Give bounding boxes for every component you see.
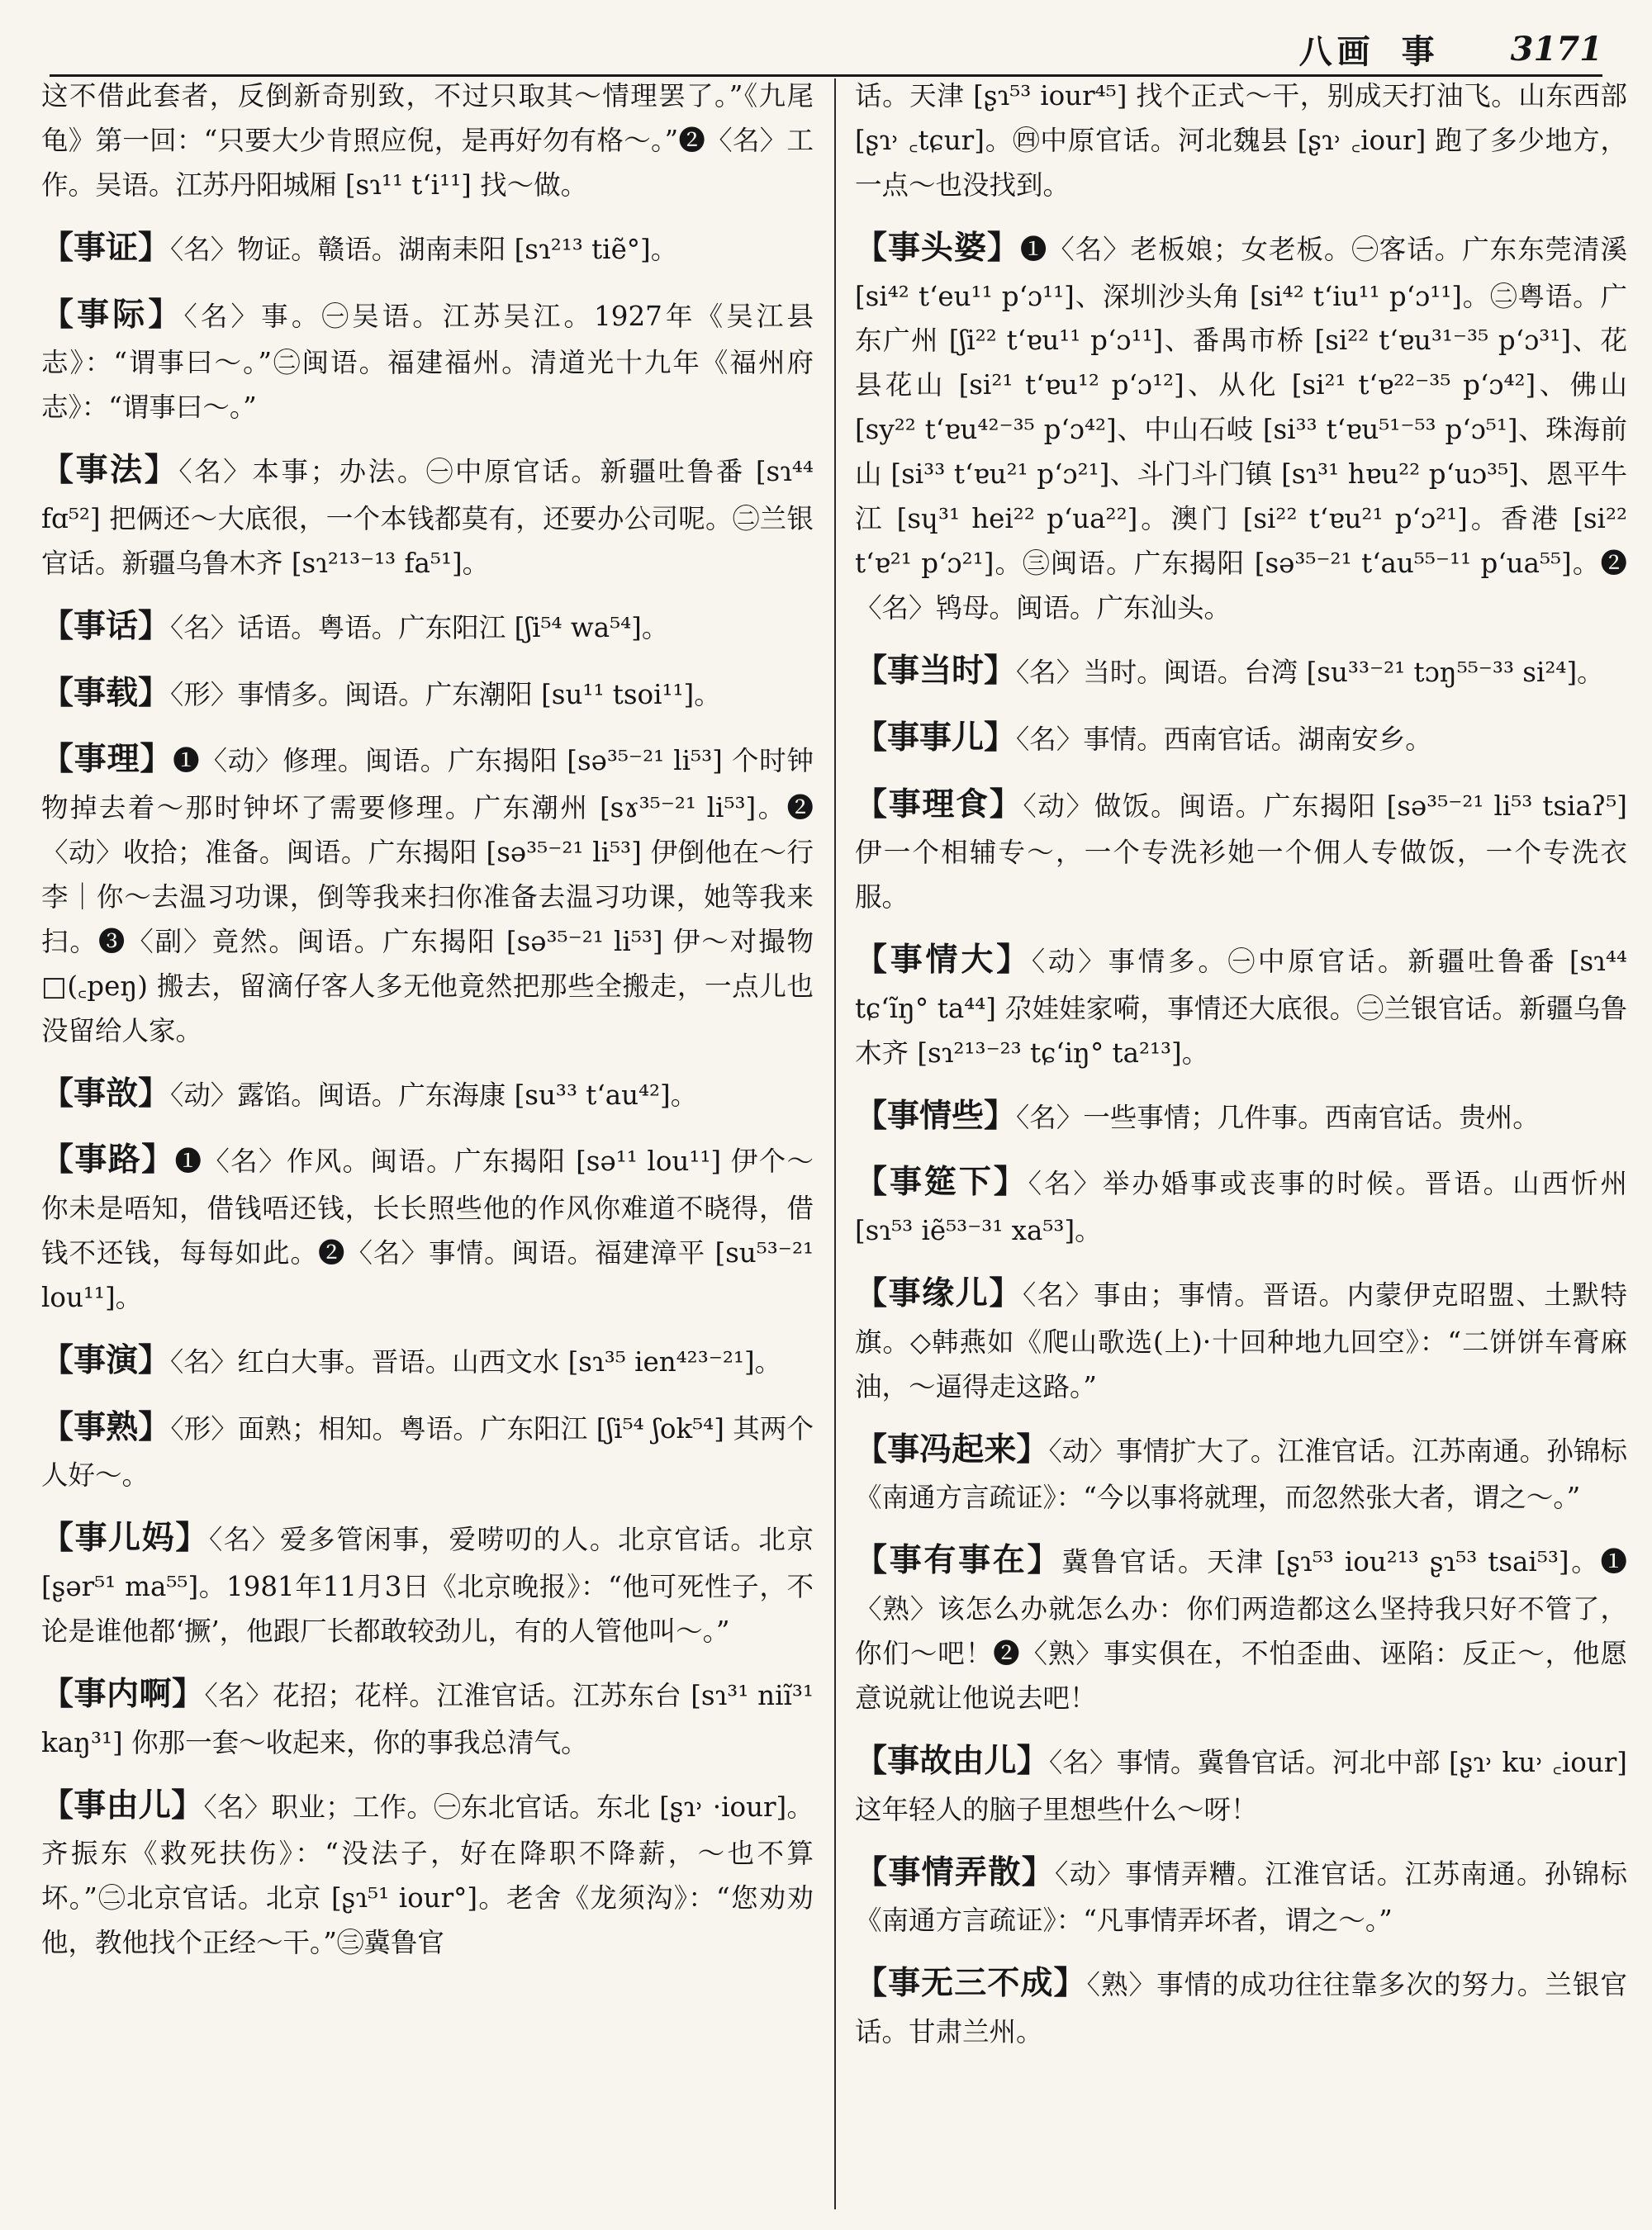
entry-definition: 〈名〉事情。冀鲁官话。河北中部 [ʂɿ˒ ku˒ ꜀iour] 这年轻人的脑子里想些什么～呀！	[855, 1746, 1627, 1825]
dictionary-entry	[855, 1846, 1627, 1944]
entry-headword: 【 事当时 】	[855, 652, 1016, 690]
entry-definition: 〈动〉事情扩大了。江淮官话。江苏南通。孙锦标《南通方言疏证》：“今以事将就理，而忽然张大者，谓之～。”	[855, 1435, 1627, 1514]
entry-headword: 【 事冯起来 】	[855, 1431, 1049, 1468]
dictionary-entry	[855, 1155, 1627, 1254]
entry-headword: 【 事有事在 】	[855, 1541, 1061, 1579]
entry-headword: 【 事事儿 】	[855, 719, 1016, 757]
entry-headword: 【 事儿妈 】	[41, 1519, 209, 1557]
dictionary-entry	[855, 644, 1627, 698]
entry-definition: 〈动〉做饭。闽语。广东揭阳 [sə³⁵⁻²¹ li⁵³ tsiaʔ⁵] 伊一个相辅专～，一个专洗衫她一个佣人专做饭，一个专洗衣服。	[855, 790, 1627, 913]
dictionary-entry	[41, 1668, 814, 1766]
entry-definition: 〈名〉一些事情；几件事。西南官话。贵州。	[1016, 1101, 1540, 1133]
page-number: 3171	[1510, 29, 1602, 69]
entry-definition: 〈名〉红白大事。晋语。山西文水 [sɿ³⁵ ien⁴²³⁻²¹]。	[170, 1345, 782, 1378]
entry-headword: 【 事理 】	[41, 740, 173, 778]
dictionary-entry	[855, 1267, 1627, 1410]
dictionary-entry	[855, 711, 1627, 765]
section-label: 八画	[1298, 31, 1375, 71]
continued-text: 话。天津 [ʂɿ⁵³ iour⁴⁵] 找个正式～干，别成天打油飞。山东西部 [ʂɿ˒ ꜀tɕur]。㊃中原官话。河北魏县 [ʂɿ˒ ꜀iour] 跑了多少地方，一点～也没找到。	[855, 80, 1627, 201]
dictionary-entry	[855, 221, 1627, 631]
dictionary-entry	[41, 288, 814, 431]
dictionary-entry	[41, 221, 814, 275]
entry-definition: 〈名〉话语。粤语。广东阳江 [ʃi⁵⁴ wa⁵⁴]。	[170, 611, 669, 643]
dictionary-entry	[41, 733, 814, 1053]
entry-definition: 〈动〉事情弄糟。江淮官话。江苏南通。孙锦标《南通方言疏证》：“凡事情弄坏者，谓之～。”	[855, 1858, 1627, 1937]
entry-definition: 〈动〉事情多。㊀中原官话。新疆吐鲁番 [sɿ⁴⁴ tɕ‘ĩŋ° ta⁴⁴] 尕娃娃家嗬，事情还大底很。㊁兰银官话。新疆乌鲁木齐 [sɿ²¹³⁻²³ tɕ‘iŋ° ta²¹³]。	[855, 946, 1627, 1069]
dictionary-entry	[41, 1401, 814, 1499]
entry-definition: 〈动〉露馅。闽语。广东海康 [su³³ t‘au⁴²]。	[170, 1079, 698, 1111]
entry-headword: 【 事内啊 】	[41, 1675, 205, 1713]
entry-definition: 〈名〉爱多管闲事，爱唠叨的人。北京官话。北京 [ʂər⁵¹ ma⁵⁵]。1981年11月3日《北京晚报》：“他可死性子，不论是谁他都‘撅’，他跟厂长都敢较劲儿，有的人管他叫～。”	[41, 1524, 814, 1647]
entry-definition: ❶〈动〉修理。闽语。广东揭阳 [sə³⁵⁻²¹ li⁵³] 个时钟物掉去着～那时钟坏了需要修理。广东潮州 [sɤ³⁵⁻²¹ li⁵³]。❷〈动〉收拾；准备。闽语。广东揭阳 [sə³⁵⁻²¹ li⁵³] 伊倒他在～行李｜你～去温习功课，倒等我来扫你准备去温习功课，她等我来扫。❸〈副〉竟然。闽语。广东揭阳 [sə³⁵⁻²¹ li⁵³] 伊～对撮物□(꜀peŋ) 搬去，留滴仔客人多无他竟然把那些全搬走，一点儿也没留给人家。	[41, 745, 814, 1046]
dictionary-entry	[41, 1779, 814, 1967]
dictionary-entry	[855, 1423, 1627, 1521]
dictionary-entry	[41, 667, 814, 720]
entry-headword: 【 事演 】	[41, 1341, 170, 1379]
head-character: 事	[1401, 31, 1435, 71]
right-column	[855, 74, 1627, 2068]
entry-definition: 〈名〉花招；花样。江淮官话。江苏东台 [sɿ³¹ niĩ³¹ kaŋ³¹] 你那一套～收起来，你的事我总清气。	[41, 1679, 814, 1758]
entry-definition: ❶〈名〉老板娘；女老板。㊀客话。广东东莞清溪 [si⁴² t‘eu¹¹ p‘ɔ¹¹]、深圳沙头角 [si⁴² t‘iu¹¹ p‘ɔ¹¹]。㊁粤语。广东广州 [ʃi²² t‘ɐu¹¹ p‘ɔ¹¹]、番禺市桥 [si²² t‘ɐu³¹⁻³⁵ p‘ɔ³¹]、花县花山 [si²¹ t‘ɐu¹² p‘ɔ¹²]、从化 [si²¹ t‘ɐ²²⁻³⁵ p‘ɔ⁴²]、佛山 [sy²² t‘ɐu⁴²⁻³⁵ p‘ɔ⁴²]、中山石岐 [si³³ t‘ɐu⁵¹⁻⁵³ p‘ɔ⁵¹]、珠海前山 [si³³ t‘ɐu²¹ p‘ɔ²¹]、斗门斗门镇 [sɿ³¹ hɐu²² p‘uɔ³⁵]、恩平牛江 [sɥ³¹ hei²² p‘ua²²]。澳门 [si²² t‘ɐu²¹ p‘ɔ²¹]。香港 [si²² t‘ɐ²¹ p‘ɔ²¹]。㊂闽语。广东揭阳 [sə³⁵⁻²¹ t‘au⁵⁵⁻¹¹ p‘ua⁵⁵]。❷〈名〉鸨母。闽语。广东汕头。	[855, 233, 1627, 624]
dictionary-entry	[41, 1067, 814, 1121]
entry-headword: 【 事头婆 】	[855, 229, 1020, 267]
left-column	[41, 74, 814, 1979]
dictionary-entry	[855, 778, 1627, 921]
entry-headword: 【 事熟 】	[41, 1408, 170, 1446]
entry-headword: 【 事路 】	[41, 1141, 174, 1179]
entry-definition: 〈名〉事。㊀吴语。江苏吴江。1927年《吴江县志》：“谓事曰～。”㊁闽语。福建福州。清道光十九年《福州府志》：“谓事曰～。”	[41, 300, 814, 424]
entry-definition: ❶〈名〉作风。闽语。广东揭阳 [sə¹¹ lou¹¹] 伊个～你未是唔知，借钱唔还钱，长长照些他的作风你难道不晓得，借钱不还钱，每每如此。❷〈名〉事情。闽语。福建漳平 [su⁵³⁻²¹ lou¹¹]。	[41, 1146, 814, 1313]
entry-definition: 〈名〉物证。赣语。湖南耒阳 [sɿ²¹³ tiẽ°]。	[170, 233, 678, 265]
entry-headword: 【 事话 】	[41, 607, 170, 645]
dictionary-entry	[41, 1511, 814, 1654]
entry-headword: 【 事情大 】	[855, 941, 1032, 979]
entry-definition: 〈形〉面熟；相知。粤语。广东阳江 [ʃi⁵⁴ ʃok⁵⁴] 其两个人好～。	[41, 1412, 814, 1492]
dictionary-entry	[855, 1089, 1627, 1143]
entry-headword: 【 事由儿 】	[41, 1786, 203, 1824]
entry-headword: 【 事故由儿 】	[855, 1742, 1049, 1780]
entry-headword: 【 事筵下 】	[855, 1163, 1028, 1201]
entry-headword: 【 事情弄散 】	[855, 1853, 1055, 1891]
entry-headword: 【 事理食 】	[855, 785, 1023, 823]
entry-definition: 〈名〉职业；工作。㊀东北官话。东北 [ʂɿ˒ ·iour]。齐振东《救死扶伤》：“没法子，好在降职不降薪，～也不算坏。”㊁北京官话。北京 [ʂɿ⁵¹ iour°]。老舍《龙须沟》：“您劝劝他，教他找个正经～干。”㊂冀鲁官	[41, 1791, 814, 1959]
column-divider	[834, 78, 836, 2209]
entry-definition: 〈名〉事情。西南官话。湖南安乡。	[1016, 723, 1432, 755]
entry-headword: 【 事无三不成 】	[855, 1964, 1087, 2002]
dictionary-entry	[41, 1334, 814, 1388]
continued-text: 这不借此套者，反倒新奇别致，不过只取其～情理罢了。”《九尾龟》第一回：“只要大少肯照应倪，是再好勿有格～。”❷〈名〉工作。吴语。江苏丹阳城厢 [sɿ¹¹ t‘i¹¹] 找～做。	[41, 80, 814, 201]
entry-definition: 〈名〉举办婚事或丧事的时候。晋语。山西忻州 [sɿ⁵³ iẽ⁵³⁻³¹ xa⁵³]。	[855, 1168, 1627, 1247]
dictionary-entry	[855, 933, 1627, 1076]
page-header	[50, 23, 1602, 77]
dictionary-entry	[41, 1133, 814, 1321]
entry-headword: 【 事证 】	[41, 229, 170, 267]
entry-definition: 〈名〉本事；办法。㊀中原官话。新疆吐鲁番 [sɿ⁴⁴ fɑ⁵²] 把俩还～大底很，一个本钱都莫有，还要办公司呢。㊁兰银官话。新疆乌鲁木齐 [sɿ²¹³⁻¹³ fa⁵¹]。	[41, 456, 814, 579]
dictionary-entry	[855, 1534, 1627, 1721]
entry-definition: 〈名〉事由；事情。晋语。内蒙伊克昭盟、土默特旗。◇韩燕如《爬山歌选(上)·十回种地九回空》：“二饼饼车膏麻油，～逼得走这路。”	[855, 1279, 1627, 1402]
dictionary-entry	[41, 444, 814, 586]
entry-definition: 冀鲁官话。天津 [ʂɿ⁵³ iou²¹³ ʂɿ⁵³ tsai⁵³]。❶〈熟〉该怎么办就怎么办：你们两造都这么坚持我只好不管了，你们～吧！❷〈熟〉事实俱在，不怕歪曲、诬陷：反正～，他愿意说就让他说去吧！	[855, 1546, 1627, 1715]
dictionary-entry	[855, 1957, 1627, 2055]
entry-headword: 【 事载 】	[41, 674, 170, 712]
dictionary-entry	[41, 600, 814, 653]
entry-headword: 【 事敨 】	[41, 1075, 170, 1113]
entry-headword: 【 事缘儿 】	[855, 1274, 1023, 1312]
entry-definition: 〈熟〉事情的成功往往靠多次的努力。兰银官话。甘肃兰州。	[855, 1969, 1627, 2048]
entry-definition: 〈名〉当时。闽语。台湾 [su³³⁻²¹ tɔŋ⁵⁵⁻³³ si²⁴]。	[1016, 657, 1604, 689]
dictionary-entry	[855, 1734, 1627, 1833]
entry-headword: 【 事法 】	[41, 451, 178, 489]
entry-definition: 〈形〉事情多。闽语。广东潮阳 [su¹¹ tsoi¹¹]。	[170, 678, 721, 710]
entry-headword: 【 事情些 】	[855, 1097, 1016, 1135]
entry-headword: 【 事际 】	[41, 296, 184, 334]
